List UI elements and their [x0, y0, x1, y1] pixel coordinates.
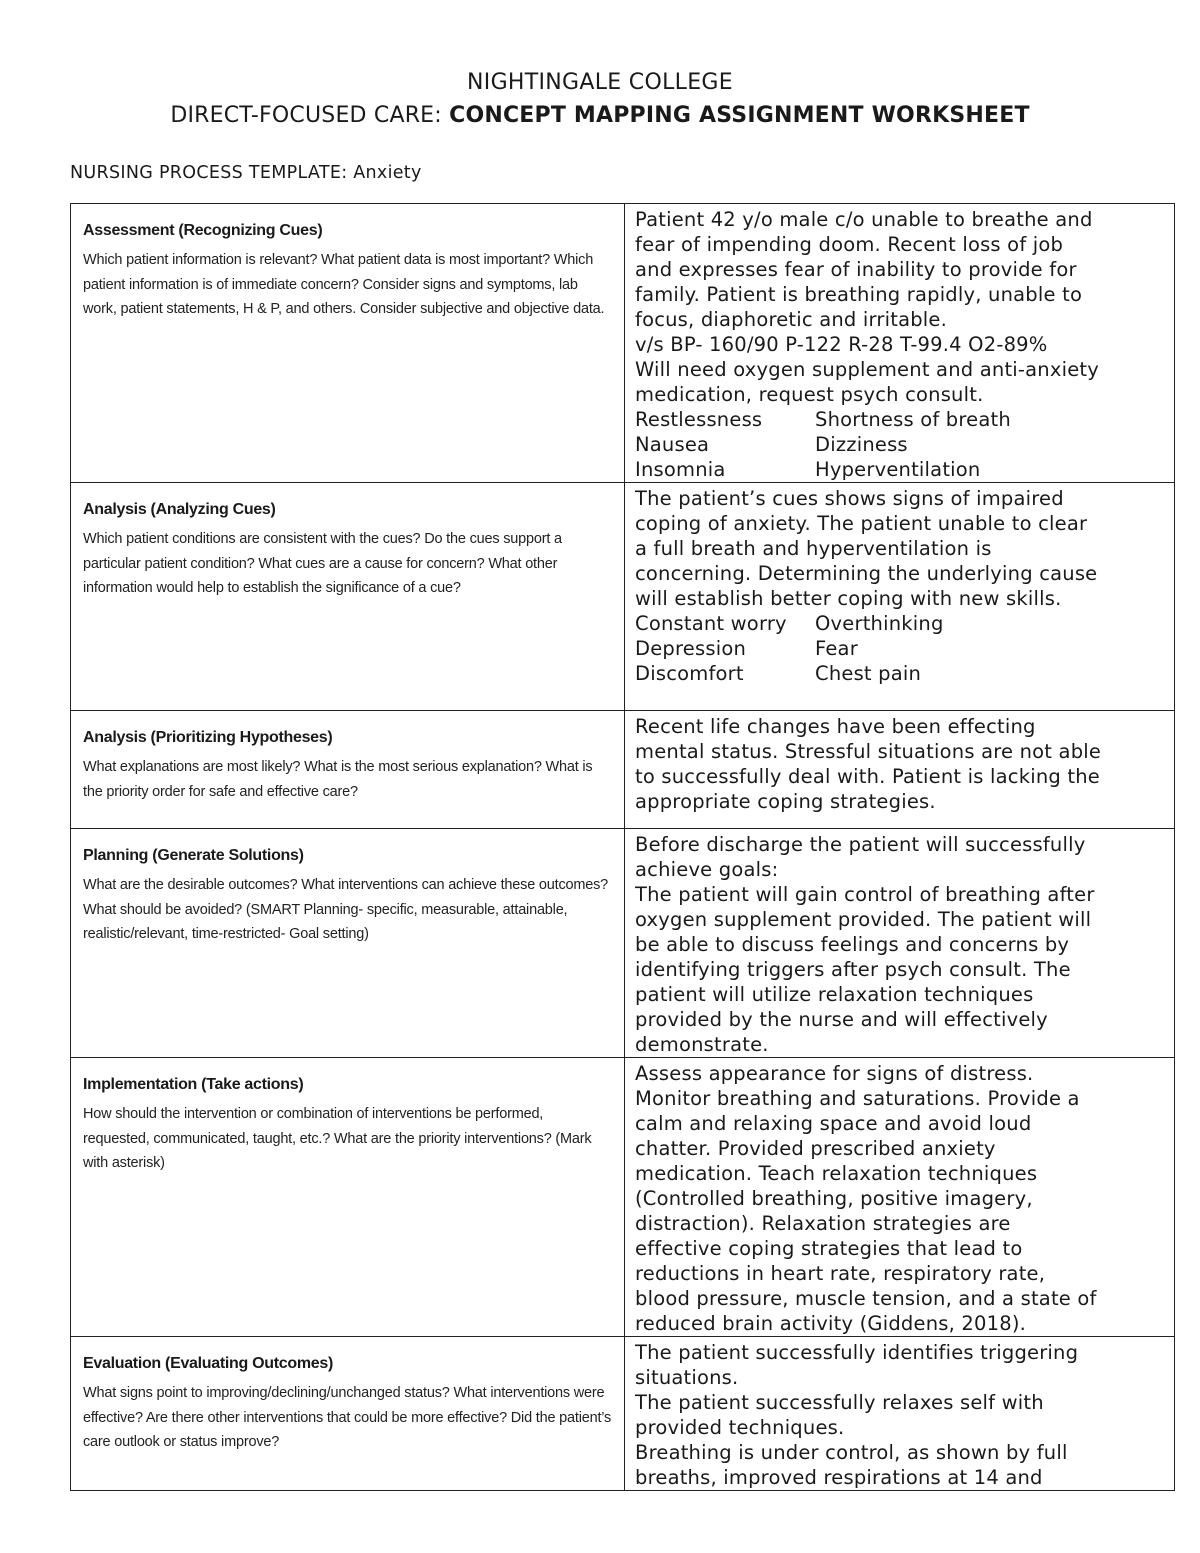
response-line: The patient successfully relaxes self with: [635, 1391, 1044, 1414]
symptom-item: Nausea: [635, 433, 710, 456]
step-prompt: Which patient information is relevant? What patient data is most important? Which patient information is of immediate concern? Consider signs and symptoms, lab work, patient statements, H & P, and others. Consider subjective and objective data.: [83, 252, 605, 317]
template-label: NURSING PROCESS TEMPLATE: Anxiety: [70, 163, 422, 183]
response-line: oxygen supplement provided. The patient will: [635, 908, 1092, 931]
table-row: [71, 829, 1175, 1058]
step-prompt: Which patient conditions are consistent with the cues? Do the cues support a particular patient condition? What cues are a cause for concern? What other information would help to establish the significance of a cue?: [83, 531, 562, 596]
step-prompt-cell: [71, 483, 625, 711]
step-heading: Assessment (Recognizing Cues): [83, 222, 323, 239]
nursing-process-table: [70, 203, 1175, 1491]
response-line: v/s BP- 160/90 P-122 R-28 T-99.4 O2-89%: [635, 333, 1048, 356]
symptom-pair: [635, 432, 1164, 457]
table-row: [71, 204, 1175, 483]
table-row: [71, 711, 1175, 829]
response-line: achieve goals:: [635, 858, 779, 881]
response-line: appropriate coping strategies.: [635, 790, 936, 813]
response-line: provided by the nurse and will effectively: [635, 1008, 1048, 1031]
response-line: be able to discuss feelings and concerns by: [635, 933, 1070, 956]
student-response-cell: [625, 1058, 1175, 1337]
student-response-cell: [625, 1337, 1175, 1491]
symptom-pair: [635, 636, 1164, 661]
response-line: The patient’s cues shows signs of impaired: [635, 487, 1064, 510]
response-line: a full breath and hyperventilation is: [635, 537, 992, 560]
symptom-pair: [635, 611, 1164, 636]
response-line: coping of anxiety. The patient unable to clear: [635, 512, 1088, 535]
response-line: Before discharge the patient will successfully: [635, 833, 1086, 856]
student-response-cell: [625, 204, 1175, 483]
worksheet-title-prefix: DIRECT-FOCUSED CARE:: [170, 103, 450, 128]
response-line: identifying triggers after psych consult. The: [635, 958, 1071, 981]
response-line: family. Patient is breathing rapidly, unable to: [635, 283, 1083, 306]
step-heading: Planning (Generate Solutions): [83, 847, 304, 864]
response-line: (Controlled breathing, positive imagery,: [635, 1187, 1033, 1210]
response-line: patient will utilize relaxation techniques: [635, 983, 1034, 1006]
response-line: and expresses fear of inability to provide for: [635, 258, 1077, 281]
step-prompt-cell: [71, 711, 625, 829]
response-line: will establish better coping with new skills.: [635, 587, 1062, 610]
college-title: NIGHTINGALE COLLEGE: [467, 70, 733, 95]
student-response-cell: [625, 483, 1175, 711]
response-line: Monitor breathing and saturations. Provide a: [635, 1087, 1080, 1110]
symptom-item: Hyperventilation: [815, 458, 981, 481]
symptom-item: Depression: [635, 637, 747, 660]
symptom-item: Discomfort: [635, 662, 744, 685]
step-prompt: What are the desirable outcomes? What interventions can achieve these outcomes? What should be avoided? (SMART Planning- specific, measurable, attainable, realistic/relevant, time-restricted- Goal setting): [83, 877, 609, 942]
table-row: [71, 1058, 1175, 1337]
step-prompt: What explanations are most likely? What is the most serious explanation? What is the priority order for safe and effective care?: [83, 759, 593, 800]
response-line: Will need oxygen supplement and anti-anxiety: [635, 358, 1100, 381]
response-line: Breathing is under control, as shown by full: [635, 1441, 1068, 1464]
response-line: mental status. Stressful situations are not able: [635, 740, 1102, 763]
response-line: provided techniques.: [635, 1416, 845, 1439]
response-line: breaths, improved respirations at 14 and: [635, 1466, 1043, 1489]
response-line: reduced brain activity (Giddens, 2018).: [635, 1312, 1027, 1335]
response-line: concerning. Determining the underlying cause: [635, 562, 1098, 585]
response-line: effective coping strategies that lead to: [635, 1237, 1023, 1260]
symptom-item: Constant worry: [635, 612, 787, 635]
symptom-item: Fear: [815, 637, 858, 660]
response-line: The patient successfully identifies triggering: [635, 1341, 1079, 1364]
symptom-pair: [635, 407, 1164, 432]
symptom-item: Overthinking: [815, 612, 944, 635]
step-prompt: How should the intervention or combination of interventions be performed, requested, communicated, taught, etc.? What are the priority interventions? (Mark with asterisk): [83, 1106, 592, 1171]
step-prompt-cell: [71, 1058, 625, 1337]
response-line: medication, request psych consult.: [635, 383, 984, 406]
response-line: medication. Teach relaxation techniques: [635, 1162, 1038, 1185]
table-row: [71, 483, 1175, 711]
worksheet-title-bold: CONCEPT MAPPING ASSIGNMENT WORKSHEET: [449, 103, 1030, 128]
step-prompt: What signs point to improving/declining/unchanged status? What interventions were effective? Are there other interventions that could be more effective? Did the patient’s care outlook or status improve?: [83, 1385, 612, 1450]
student-response-cell: [625, 711, 1175, 829]
response-line: Patient 42 y/o male c/o unable to breathe and: [635, 208, 1093, 231]
symptom-item: Restlessness: [635, 408, 763, 431]
step-heading: Analysis (Prioritizing Hypotheses): [83, 729, 333, 746]
step-prompt-cell: [71, 829, 625, 1058]
response-line: blood pressure, muscle tension, and a state of: [635, 1287, 1097, 1310]
response-line: fear of impending doom. Recent loss of job: [635, 233, 1064, 256]
symptom-item: Dizziness: [815, 433, 908, 456]
student-response-cell: [625, 829, 1175, 1058]
response-line: to successfully deal with. Patient is lacking the: [635, 765, 1100, 788]
symptom-item: Shortness of breath: [815, 408, 1011, 431]
response-line: reductions in heart rate, respiratory rate,: [635, 1262, 1046, 1285]
response-line: The patient will gain control of breathing after: [635, 883, 1095, 906]
step-heading: Evaluation (Evaluating Outcomes): [83, 1355, 334, 1372]
worksheet-title: [0, 103, 1200, 128]
step-prompt-cell: [71, 204, 625, 483]
response-line: chatter. Provided prescribed anxiety: [635, 1137, 996, 1160]
symptom-pair: [635, 457, 1164, 482]
step-heading: Implementation (Take actions): [83, 1076, 304, 1093]
step-heading: Analysis (Analyzing Cues): [83, 501, 276, 518]
response-line: Recent life changes have been effecting: [635, 715, 1036, 738]
symptom-pair: [635, 661, 1164, 686]
response-line: situations.: [635, 1366, 739, 1389]
response-line: calm and relaxing space and avoid loud: [635, 1112, 1032, 1135]
response-line: demonstrate.: [635, 1033, 769, 1056]
symptom-item: Insomnia: [635, 458, 726, 481]
symptom-item: Chest pain: [815, 662, 922, 685]
response-line: Assess appearance for signs of distress.: [635, 1062, 1034, 1085]
table-row: [71, 1337, 1175, 1491]
response-line: focus, diaphoretic and irritable.: [635, 308, 948, 331]
response-line: distraction). Relaxation strategies are: [635, 1212, 1011, 1235]
step-prompt-cell: [71, 1337, 625, 1491]
